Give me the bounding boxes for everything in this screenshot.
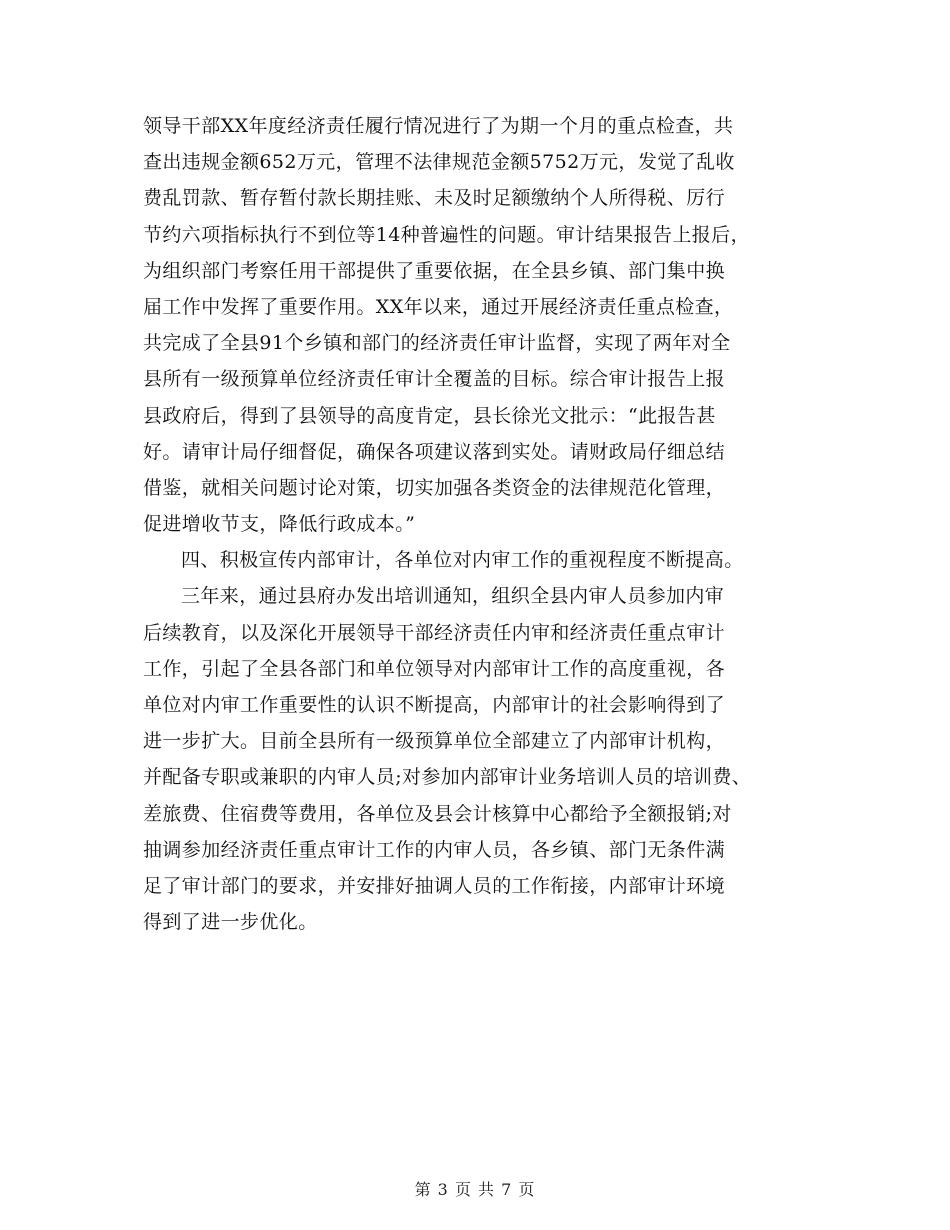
text-line: 查出违规金额652万元，管理不法律规范金额5752万元，发觉了乱收: [143, 151, 735, 174]
text-line: 差旅费、住宿费等费用，各单位及县会计核算中心都给予全额报销;对: [143, 802, 732, 825]
text-line: 进一步扩大。目前全县所有一级预算单位全部建立了内部审计机构，: [143, 730, 726, 753]
text-line: 县所有一级预算单位经济责任审计全覆盖的目标。综合审计报告上报: [143, 368, 726, 391]
text-line: 三年来，通过县府办发出培训通知，组织全县内审人员参加内审: [181, 585, 725, 608]
text-line: 费乱罚款、暂存暂付款长期挂账、未及时足额缴纳个人所得税、厉行: [143, 187, 726, 210]
text-line: 工作，引起了全县各部门和单位领导对内部审计工作的高度重视，各: [143, 657, 726, 680]
text-line: 单位对内审工作重要性的认识不断提高，内部审计的社会影响得到了: [143, 694, 726, 716]
text-line: 节约六项指标执行不到位等14种普遍性的问题。审计结果报告上报后，: [143, 223, 750, 246]
page-number-footer: 第 3 页 共 7 页: [414, 1180, 536, 1199]
body-text: [143, 108, 823, 940]
text-line: 借鉴，就相关问题讨论对策，切实加强各类资金的法律规范化管理，: [143, 476, 726, 499]
text-line: 抽调参加经济责任重点审计工作的内审人员，各乡镇、部门无条件满: [143, 838, 726, 861]
text-line: 共完成了全县91个乡镇和部门的经济责任审计监督，实现了两年对全: [143, 332, 731, 355]
text-line: 好。请审计局仔细督促，确保各项建议落到实处。请财政局仔细总结: [143, 440, 726, 463]
text-line: 届工作中发挥了重要作用。XX年以来，通过开展经济责任重点检查，: [143, 295, 734, 318]
text-line: 领导干部XX年度经济责任履行情况进行了为期一个月的重点检查，共: [143, 115, 734, 137]
text-line: 并配备专职或兼职的内审人员;对参加内部审计业务培训人员的培训费、: [143, 766, 752, 789]
text-line: 促进增收节支，降低行政成本。”: [143, 513, 416, 536]
text-line: 足了审计部门的要求，并安排好抽调人员的工作衔接，内部审计环境: [143, 874, 726, 897]
text-line: 后续教育，以及深化开展领导干部经济责任内审和经济责任重点审计: [143, 621, 726, 644]
text-line: 四、积极宣传内部审计，各单位对内审工作的重视程度不断提高。: [181, 549, 744, 572]
text-line: 县政府后，得到了县领导的高度肯定，县长徐光文批示：“此报告甚: [143, 404, 716, 427]
text-line: 得到了进一步优化。: [143, 911, 318, 934]
text-line: 为组织部门考察任用干部提供了重要依据，在全县乡镇、部门集中换: [143, 259, 726, 282]
